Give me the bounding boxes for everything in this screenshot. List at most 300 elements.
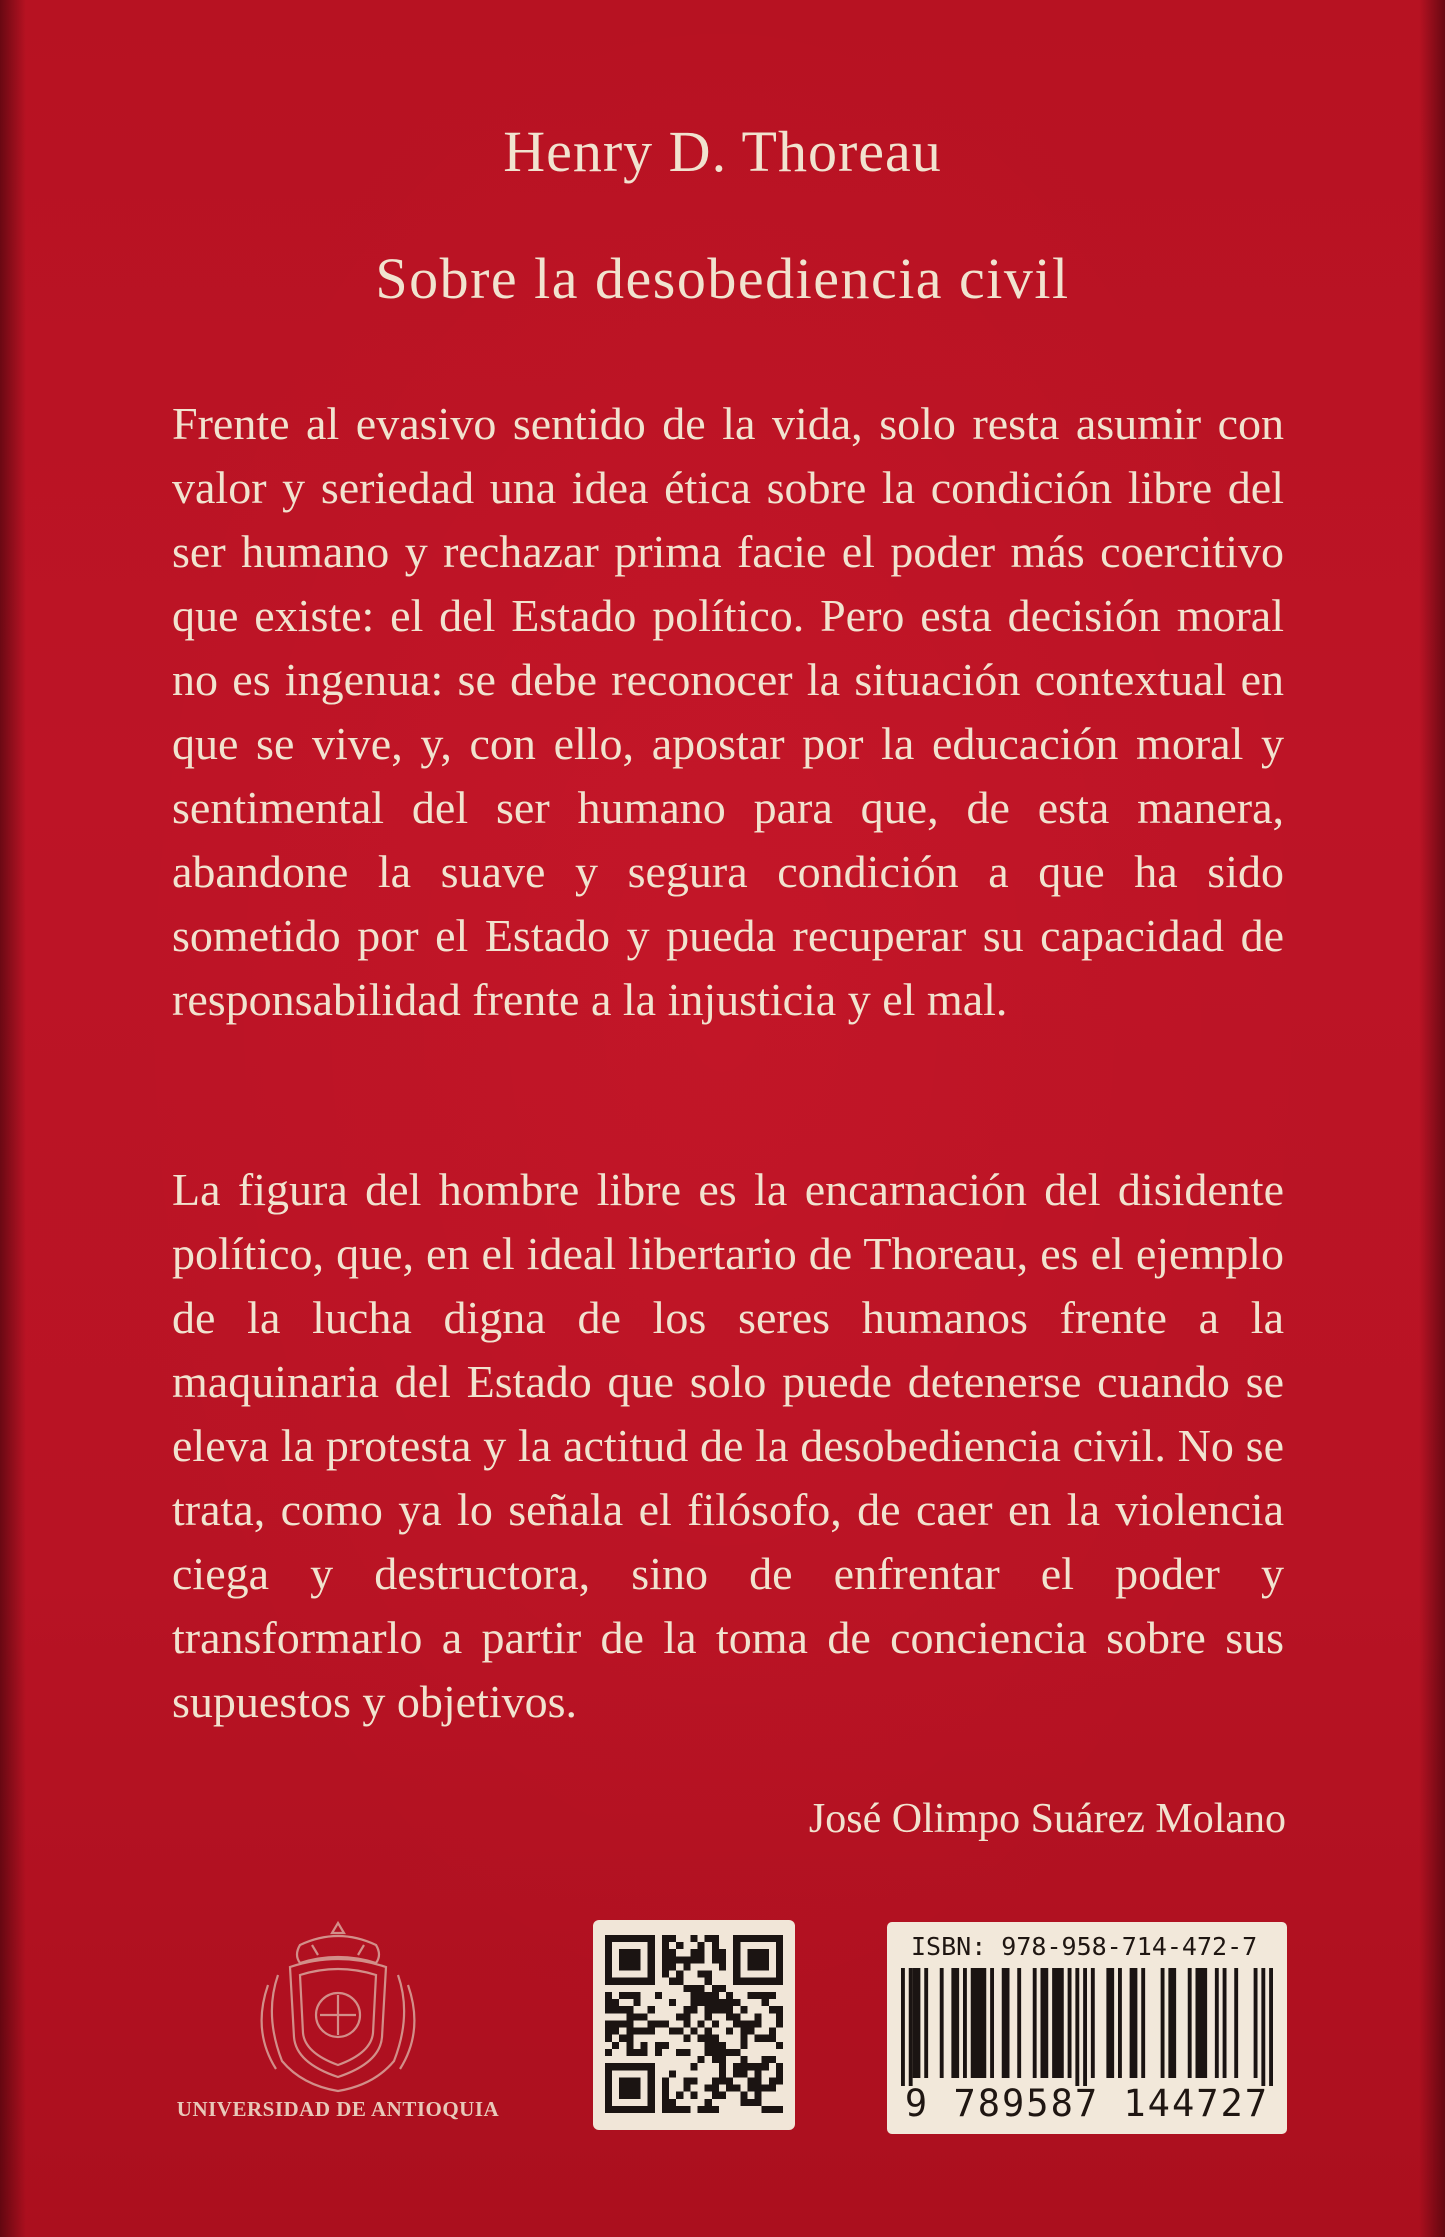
qr-module — [719, 1949, 726, 1956]
qr-module — [669, 1963, 676, 1970]
qr-module — [776, 1971, 783, 1978]
qr-module — [633, 2049, 640, 2056]
qr-module — [762, 1978, 769, 1985]
qr-module — [740, 2099, 747, 2106]
qr-module — [648, 1978, 655, 1985]
synopsis-paragraph-2: La figura del hombre libre es la encarnación del disidente político, que, en el ideal libertario de Thoreau, es el ejemplo de la lucha digna de los seres humanos frente a la maquinaria del Estado que solo puede detenerse cuando se eleva la protesta y la actitud de la desobediencia civil. No se trata, como ya lo señala el filósofo, de caer en la violencia ciega y destructora, sino de enfrentar el poder y transformarlo a partir de la toma de conciencia sobre sus supuestos y objetivos. — [172, 1164, 1284, 1727]
barcode-bar — [1196, 1968, 1208, 2078]
qr-module — [776, 1978, 783, 1985]
qr-module — [626, 2028, 633, 2035]
qr-module — [626, 2092, 633, 2099]
qr-module — [633, 1935, 640, 1942]
barcode-bar — [951, 1968, 959, 2078]
qr-module — [705, 1971, 712, 1978]
qr-module — [698, 1942, 705, 1949]
barcode-bar — [990, 1968, 994, 2078]
qr-module — [698, 1971, 705, 1978]
qr-module — [605, 1992, 612, 1999]
qr-module — [712, 2092, 719, 2099]
barcode-bar — [913, 1968, 921, 2078]
qr-module — [705, 1935, 712, 1942]
qr-module — [755, 1949, 762, 1956]
qr-module — [712, 2049, 719, 2056]
qr-module — [769, 1992, 776, 1999]
qr-module — [719, 1999, 726, 2006]
barcode-bar — [1161, 1968, 1165, 2078]
barcode-bar — [940, 1968, 944, 2078]
qr-module — [683, 2085, 690, 2092]
qr-module — [619, 1978, 626, 1985]
qr-module — [605, 1971, 612, 1978]
qr-module — [626, 1978, 633, 1985]
qr-module — [733, 1999, 740, 2006]
qr-module — [683, 2077, 690, 2084]
qr-module — [683, 2013, 690, 2020]
qr-module — [676, 1956, 683, 1963]
qr-module — [755, 2035, 762, 2042]
qr-module — [619, 2077, 626, 2084]
qr-module — [641, 2106, 648, 2113]
qr-module — [769, 2056, 776, 2063]
qr-module — [747, 1963, 754, 1970]
qr-module — [776, 2063, 783, 2070]
qr-module — [712, 2035, 719, 2042]
qr-module — [626, 2063, 633, 2070]
qr-module — [712, 2085, 719, 2092]
qr-module — [626, 2013, 633, 2020]
qr-module — [655, 1992, 662, 1999]
qr-module — [612, 2020, 619, 2027]
qr-module — [712, 1956, 719, 1963]
qr-module — [626, 2106, 633, 2113]
qr-module — [641, 2049, 648, 2056]
qr-module — [633, 1992, 640, 1999]
qr-module — [776, 2077, 783, 2084]
qr-module — [740, 2042, 747, 2049]
qr-module — [712, 2077, 719, 2084]
qr-module — [626, 2006, 633, 2013]
qr-module — [776, 1949, 783, 1956]
qr-module — [690, 2028, 697, 2035]
qr-module — [669, 2099, 676, 2106]
qr-module — [776, 2042, 783, 2049]
qr-module — [747, 1949, 754, 1956]
qr-module — [662, 2077, 669, 2084]
qr-module — [648, 2028, 655, 2035]
qr-module — [669, 1935, 676, 1942]
qr-module — [698, 1985, 705, 1992]
qr-module — [755, 2063, 762, 2070]
qr-module — [683, 1963, 690, 1970]
qr-module — [662, 1942, 669, 1949]
qr-module — [669, 1978, 676, 1985]
qr-module — [712, 2056, 719, 2063]
barcode-icon — [901, 1968, 1273, 2086]
university-crest-icon — [168, 1915, 508, 2095]
qr-module — [726, 2085, 733, 2092]
qr-module — [769, 2028, 776, 2035]
qr-module — [719, 2056, 726, 2063]
qr-module — [605, 2092, 612, 2099]
qr-module — [648, 1949, 655, 1956]
qr-module — [633, 2085, 640, 2092]
synopsis-signature: José Olimpo Suárez Molano — [808, 1796, 1286, 1842]
qr-module — [733, 2020, 740, 2027]
qr-module — [755, 2020, 762, 2027]
qr-module — [619, 2020, 626, 2027]
qr-module — [698, 1992, 705, 1999]
qr-module — [626, 1992, 633, 1999]
qr-module — [641, 2042, 648, 2049]
qr-module — [690, 1956, 697, 1963]
qr-module — [612, 2063, 619, 2070]
barcode-bar — [1234, 1968, 1238, 2078]
barcode-bar — [1223, 1968, 1227, 2078]
qr-module — [648, 2077, 655, 2084]
qr-module — [662, 2099, 669, 2106]
qr-module — [712, 2042, 719, 2049]
qr-module — [633, 2106, 640, 2113]
qr-module — [747, 2063, 754, 2070]
qr-module — [769, 2077, 776, 2084]
qr-module — [705, 2085, 712, 2092]
qr-module — [755, 2077, 762, 2084]
barcode-bar — [1091, 1968, 1095, 2078]
qr-module — [605, 2085, 612, 2092]
qr-module — [733, 2049, 740, 2056]
qr-module — [769, 2006, 776, 2013]
qr-module — [669, 2106, 676, 2113]
qr-module — [762, 1949, 769, 1956]
qr-module — [605, 2049, 612, 2056]
qr-module — [683, 1985, 690, 1992]
qr-module — [690, 1935, 697, 1942]
qr-module — [676, 1942, 683, 1949]
qr-module — [726, 1992, 733, 1999]
qr-module — [747, 2028, 754, 2035]
qr-module — [612, 2006, 619, 2013]
qr-module — [619, 2063, 626, 2070]
qr-module — [755, 2099, 762, 2106]
qr-module — [755, 2070, 762, 2077]
barcode-bar — [971, 1968, 987, 2078]
qr-module — [669, 1999, 676, 2006]
qr-module — [605, 1956, 612, 1963]
qr-module — [633, 1978, 640, 1985]
qr-module — [776, 2013, 783, 2020]
qr-module — [755, 2013, 762, 2020]
qr-module — [626, 2077, 633, 2084]
qr-code[interactable] — [593, 1920, 795, 2130]
barcode-bar — [924, 1968, 928, 2078]
qr-module — [719, 1985, 726, 1992]
qr-module — [612, 2028, 619, 2035]
qr-module — [669, 2028, 676, 2035]
qr-module — [776, 2020, 783, 2027]
barcode-bar — [1118, 1968, 1122, 2078]
qr-module — [712, 2020, 719, 2027]
qr-module — [755, 1992, 762, 1999]
qr-module — [733, 1956, 740, 1963]
qr-module — [605, 2106, 612, 2113]
left-edge-shadow — [0, 0, 26, 2237]
qr-module — [740, 2006, 747, 2013]
isbn-barcode — [887, 1922, 1287, 2134]
qr-module — [726, 2013, 733, 2020]
qr-module — [648, 1956, 655, 1963]
qr-module — [755, 1978, 762, 1985]
barcode-digits: 9 789587 144727 — [904, 2082, 1270, 2125]
qr-module — [776, 1935, 783, 1942]
qr-module — [626, 2020, 633, 2027]
qr-module — [712, 1935, 719, 1942]
qr-module — [705, 2006, 712, 2013]
qr-module — [705, 2042, 712, 2049]
qr-module — [740, 2056, 747, 2063]
qr-module — [612, 1978, 619, 1985]
qr-module — [605, 1978, 612, 1985]
qr-module — [662, 2092, 669, 2099]
barcode-bar — [1017, 1968, 1021, 2078]
qr-module — [641, 2013, 648, 2020]
barcode-bar — [1106, 1968, 1114, 2078]
qr-module — [648, 2006, 655, 2013]
qr-module — [676, 1971, 683, 1978]
qr-module — [733, 2063, 740, 2070]
qr-module — [719, 2077, 726, 2084]
qr-module — [698, 2106, 705, 2113]
qr-module — [733, 1935, 740, 1942]
qr-module — [747, 1978, 754, 1985]
qr-module — [641, 2028, 648, 2035]
qr-module — [648, 2099, 655, 2106]
qr-module — [605, 2020, 612, 2027]
barcode-bar — [1141, 1968, 1145, 2078]
right-edge-shadow — [1419, 0, 1445, 2237]
qr-module — [633, 2077, 640, 2084]
qr-module — [619, 1935, 626, 1942]
qr-module — [705, 1999, 712, 2006]
qr-module — [690, 1949, 697, 1956]
qr-module — [762, 2085, 769, 2092]
qr-module — [633, 2063, 640, 2070]
qr-module — [619, 2106, 626, 2113]
qr-module — [690, 2092, 697, 2099]
qr-module — [776, 1963, 783, 1970]
qr-module — [762, 1963, 769, 1970]
qr-module — [648, 2092, 655, 2099]
qr-module — [762, 2035, 769, 2042]
qr-module — [747, 1956, 754, 1963]
qr-module — [712, 1992, 719, 1999]
qr-module — [605, 2099, 612, 2106]
barcode-bar — [1075, 1968, 1079, 2086]
qr-module — [762, 2106, 769, 2113]
qr-module — [662, 2042, 669, 2049]
qr-module — [726, 1999, 733, 2006]
barcode-bar — [1254, 1968, 1258, 2078]
qr-module — [698, 1949, 705, 1956]
qr-module — [740, 2028, 747, 2035]
qr-module — [648, 2070, 655, 2077]
qr-module — [776, 2106, 783, 2113]
qr-module — [626, 1963, 633, 1970]
qr-module — [648, 2020, 655, 2027]
barcode-bar — [1033, 1968, 1037, 2078]
qr-module — [712, 1942, 719, 1949]
qr-module — [619, 1992, 626, 1999]
qr-module — [619, 2085, 626, 2092]
qr-module — [683, 2049, 690, 2056]
qr-module — [762, 2063, 769, 2070]
qr-module — [662, 2020, 669, 2027]
qr-module — [641, 1935, 648, 1942]
qr-module — [705, 2035, 712, 2042]
qr-module — [733, 2085, 740, 2092]
qr-module — [690, 2006, 697, 2013]
qr-module — [626, 1956, 633, 1963]
qr-module — [662, 2085, 669, 2092]
qr-module — [676, 2028, 683, 2035]
qr-module — [619, 1956, 626, 1963]
qr-module — [740, 2020, 747, 2027]
qr-module — [776, 1942, 783, 1949]
qr-module — [769, 2106, 776, 2113]
barcode-bar — [1261, 1968, 1265, 2086]
qr-module — [605, 1963, 612, 1970]
qr-module — [605, 2028, 612, 2035]
qr-module — [676, 1978, 683, 1985]
qr-module — [733, 1971, 740, 1978]
qr-module — [676, 2106, 683, 2113]
qr-module — [676, 2013, 683, 2020]
qr-module — [612, 2106, 619, 2113]
qr-module — [605, 1942, 612, 1949]
qr-module — [719, 2092, 726, 2099]
qr-module — [676, 2092, 683, 2099]
qr-module — [683, 2106, 690, 2113]
qr-module — [769, 1935, 776, 1942]
qr-module — [648, 2085, 655, 2092]
qr-module — [605, 1949, 612, 1956]
qr-module — [633, 2013, 640, 2020]
qr-module — [747, 2020, 754, 2027]
qr-module — [776, 2006, 783, 2013]
qr-module — [612, 2042, 619, 2049]
qr-module — [662, 1949, 669, 1956]
qr-module — [719, 2049, 726, 2056]
qr-module — [719, 1956, 726, 1963]
qr-module — [648, 2063, 655, 2070]
qr-module — [626, 2049, 633, 2056]
qr-module — [747, 2099, 754, 2106]
qr-module — [740, 1935, 747, 1942]
qr-module — [662, 2106, 669, 2113]
qr-module — [605, 2070, 612, 2077]
synopsis-paragraph-1: Frente al evasivo sentido de la vida, solo resta asumir con valor y seriedad una idea ética sobre la condición libre del ser humano y rechazar prima facie el poder más coercitivo que existe: el del Estado político. Pero esta decisión moral no es ingenua: se debe reconocer la situación contextual en que se vive, y, con ello, apostar por la educación moral y sentimental del ser humano para que, de esta manera, abandone la suave y segura condición a que ha sido sometido por el Estado y pueda recuperar su capacidad de responsabilidad frente a la injusticia y el mal. — [172, 398, 1284, 1025]
qr-module — [648, 2106, 655, 2113]
qr-module — [726, 2028, 733, 2035]
qr-module — [705, 2013, 712, 2020]
qr-module — [690, 1985, 697, 1992]
qr-module — [776, 2070, 783, 2077]
qr-module — [605, 2063, 612, 2070]
qr-module — [762, 1999, 769, 2006]
barcode-bar — [1068, 1968, 1072, 2078]
qr-module — [755, 1935, 762, 1942]
qr-module — [769, 2035, 776, 2042]
barcode-bar — [1052, 1968, 1064, 2078]
qr-module — [726, 2077, 733, 2084]
qr-module — [648, 1942, 655, 1949]
qr-module — [733, 2070, 740, 2077]
qr-module — [633, 1949, 640, 1956]
qr-module — [698, 2056, 705, 2063]
qr-module — [705, 2106, 712, 2113]
barcode-bar — [1188, 1968, 1192, 2078]
qr-module — [655, 2020, 662, 2027]
barcode-bar — [901, 1968, 905, 2086]
qr-module — [619, 2006, 626, 2013]
qr-module — [712, 2006, 719, 2013]
qr-module — [726, 2006, 733, 2013]
qr-module — [690, 1999, 697, 2006]
qr-module — [712, 1949, 719, 1956]
qr-module — [683, 2020, 690, 2027]
qr-module — [776, 1956, 783, 1963]
qr-module — [747, 1935, 754, 1942]
barcode-bar — [1002, 1968, 1010, 2078]
qr-module — [605, 2035, 612, 2042]
qr-module — [755, 2092, 762, 2099]
barcode-bar — [1130, 1968, 1138, 2078]
qr-module — [740, 2063, 747, 2070]
barcode-bar — [1215, 1968, 1219, 2078]
qr-module — [747, 2077, 754, 2084]
qr-module — [626, 2085, 633, 2092]
qr-module — [762, 1935, 769, 1942]
qr-module — [690, 1992, 697, 1999]
qr-module — [733, 2013, 740, 2020]
qr-code-icon — [605, 1934, 783, 2114]
qr-module — [719, 2070, 726, 2077]
qr-module — [698, 1999, 705, 2006]
qr-module — [605, 1935, 612, 1942]
qr-module — [740, 2035, 747, 2042]
qr-module — [655, 2049, 662, 2056]
qr-module — [740, 1978, 747, 1985]
qr-module — [712, 1985, 719, 1992]
qr-module — [669, 1956, 676, 1963]
qr-module — [769, 1978, 776, 1985]
qr-module — [740, 2092, 747, 2099]
qr-module — [633, 2028, 640, 2035]
qr-module — [726, 2049, 733, 2056]
qr-module — [733, 1949, 740, 1956]
qr-module — [719, 2063, 726, 2070]
qr-module — [676, 2049, 683, 2056]
qr-module — [690, 2063, 697, 2070]
qr-module — [626, 2042, 633, 2049]
isbn-label: ISBN: 978-958-714-472-7 — [911, 1932, 1258, 1961]
qr-module — [755, 1963, 762, 1970]
qr-module — [755, 1956, 762, 1963]
qr-module — [769, 2085, 776, 2092]
qr-module — [712, 2106, 719, 2113]
publisher-name: UNIVERSIDAD DE ANTIOQUIA — [176, 2097, 500, 2121]
qr-module — [619, 2092, 626, 2099]
qr-module — [733, 1963, 740, 1970]
